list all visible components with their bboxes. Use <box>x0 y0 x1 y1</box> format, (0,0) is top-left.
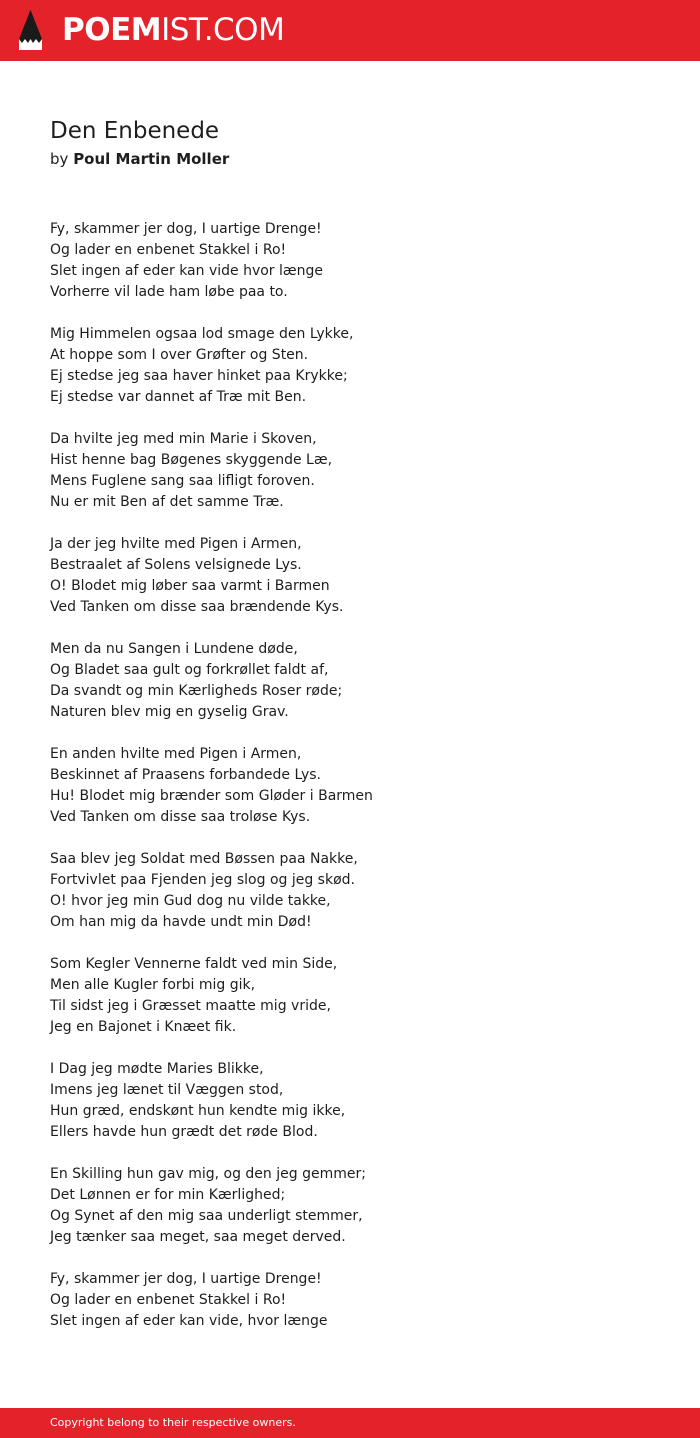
poem-stanza <box>50 954 650 1059</box>
poem-stanza <box>50 1269 650 1374</box>
poem-line: Hu! Blodet mig brænder som Gløder i Barmen <box>50 788 373 804</box>
poem-line: Og Bladet saa gult og forkrøllet faldt af, <box>50 662 329 678</box>
poem-stanza <box>50 219 650 324</box>
site-footer <box>0 1408 700 1438</box>
poem-stanza <box>50 849 650 954</box>
poem-line: En anden hvilte med Pigen i Armen, <box>50 746 302 762</box>
poem-byline <box>50 148 229 170</box>
poem-stanza <box>50 1164 650 1269</box>
poem-line: O! Blodet mig løber saa varmt i Barmen <box>50 578 330 594</box>
poem-line: Om han mig da havde undt min Død! <box>50 914 312 930</box>
poem-line: Det Lønnen er for min Kærlighed; <box>50 1187 286 1203</box>
poem-stanza <box>50 639 650 744</box>
poem-line: Hist henne bag Bøgenes skyggende Læ, <box>50 452 333 468</box>
poem-line: Fy, skammer jer dog, I uartige Drenge! <box>50 1271 322 1287</box>
poem-line: Slet ingen af eder kan vide hvor længe <box>50 263 324 279</box>
poem-line: Og Synet af den mig saa underligt stemmer, <box>50 1208 363 1224</box>
poem-author[interactable]: Poul Martin Moller <box>73 150 230 168</box>
poem-line: Saa blev jeg Soldat med Bøssen paa Nakke, <box>50 851 358 867</box>
poem-line: Mens Fuglene sang saa lifligt foroven. <box>50 473 315 489</box>
poem-line: Mig Himmelen ogsaa lod smage den Lykke, <box>50 326 354 342</box>
poem-title: Den Enbenede <box>50 118 220 144</box>
poem-line: Slet ingen af eder kan vide, hvor længe <box>50 1313 328 1329</box>
poem-line: I Dag jeg mødte Maries Blikke, <box>50 1061 264 1077</box>
poem-line: En Skilling hun gav mig, og den jeg gemmer; <box>50 1166 366 1182</box>
site-header <box>0 0 700 61</box>
poem-line: Ved Tanken om disse saa troløse Kys. <box>50 809 311 825</box>
copyright-text: Copyright belong to their respective owners. <box>50 1416 296 1429</box>
poem-line: Ellers havde hun grædt det røde Blod. <box>50 1124 318 1140</box>
poem-line: Ej stedse var dannet af Træ mit Ben. <box>50 389 307 405</box>
poem-stanza <box>50 324 650 429</box>
poem-line: Til sidst jeg i Græsset maatte mig vride, <box>50 998 331 1014</box>
pencil-tip-icon[interactable] <box>18 9 43 51</box>
poem-line: Ej stedse jeg saa haver hinket paa Krykke; <box>50 368 348 384</box>
poem-body <box>50 219 650 1374</box>
poem-line: Jeg tænker saa meget, saa meget derved. <box>50 1229 346 1245</box>
poem-line: Men da nu Sangen i Lundene døde, <box>50 641 298 657</box>
poem-line: Ved Tanken om disse saa brændende Kys. <box>50 599 344 615</box>
poem-line: At hoppe som I over Grøfter og Sten. <box>50 347 309 363</box>
poem-line: Bestraalet af Solens velsignede Lys. <box>50 557 302 573</box>
poem-line: Ja der jeg hvilte med Pigen i Armen, <box>50 536 302 552</box>
logo-text-light: IST.COM <box>161 12 285 48</box>
poem-line: Naturen blev mig en gyselig Grav. <box>50 704 289 720</box>
poem-line: Fortvivlet paa Fjenden jeg slog og jeg skød. <box>50 872 355 888</box>
poem-line: Fy, skammer jer dog, I uartige Drenge! <box>50 221 322 237</box>
poem-stanza <box>50 429 650 534</box>
poem-stanza <box>50 744 650 849</box>
poem-line: Da hvilte jeg med min Marie i Skoven, <box>50 431 317 447</box>
poem-line: Imens jeg lænet til Væggen stod, <box>50 1082 284 1098</box>
site-logo[interactable] <box>62 12 284 48</box>
poem-line: Jeg en Bajonet i Knæet fik. <box>50 1019 237 1035</box>
poem-line: Som Kegler Vennerne faldt ved min Side, <box>50 956 338 972</box>
poem-line: O! hvor jeg min Gud dog nu vilde takke, <box>50 893 331 909</box>
poem-line: Og lader en enbenet Stakkel i Ro! <box>50 1292 287 1308</box>
poem-line: Og lader en enbenet Stakkel i Ro! <box>50 242 287 258</box>
poem-line: Da svandt og min Kærligheds Roser røde; <box>50 683 343 699</box>
by-label: by <box>50 150 69 168</box>
poem-stanza <box>50 1059 650 1164</box>
poem-stanza <box>50 534 650 639</box>
poem-line: Men alle Kugler forbi mig gik, <box>50 977 256 993</box>
poem-line: Beskinnet af Praasens forbandede Lys. <box>50 767 321 783</box>
poem-line: Vorherre vil lade ham løbe paa to. <box>50 284 288 300</box>
poem-line: Hun græd, endskønt hun kendte mig ikke, <box>50 1103 346 1119</box>
logo-text-bold: POEM <box>62 12 162 48</box>
poem-line: Nu er mit Ben af det samme Træ. <box>50 494 284 510</box>
